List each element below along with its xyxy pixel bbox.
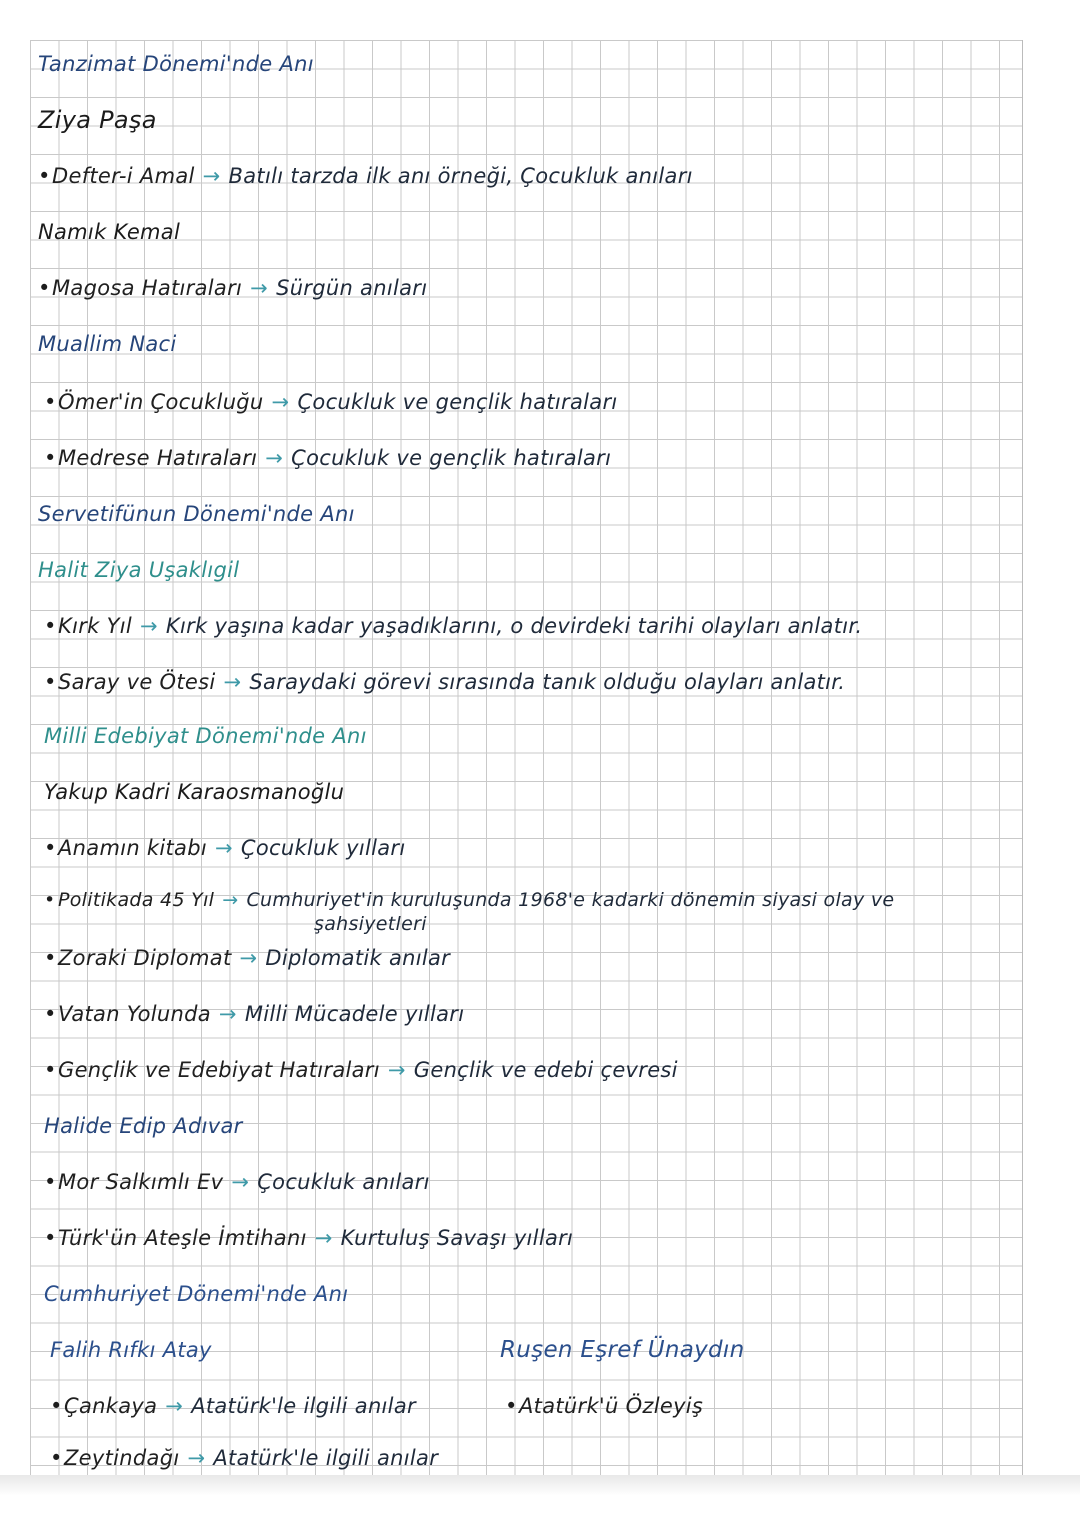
right-arrow-icon: →: [165, 1394, 184, 1418]
bullet-icon: •: [44, 946, 57, 970]
work-title: Çankaya: [64, 1394, 158, 1418]
section-heading-milli-edebiyat: Milli Edebiyat Dönemi'nde Anı: [44, 724, 367, 748]
work-title: Ömer'in Çocukluğu: [58, 390, 264, 414]
work-description-continued: şahsiyetleri: [314, 913, 427, 935]
work-title: Anamın kitabı: [58, 836, 207, 860]
work-description: Kurtuluş Savaşı yılları: [340, 1226, 574, 1250]
work-description: Gençlik ve edebi çevresi: [413, 1058, 678, 1082]
right-arrow-icon: →: [265, 446, 284, 470]
bullet-icon: •: [44, 1058, 57, 1082]
right-arrow-icon: →: [218, 1002, 237, 1026]
list-item-turkun-atesle: [44, 1224, 573, 1252]
bullet-icon: •: [44, 836, 57, 860]
author-muallim-naci: Muallim Naci: [38, 332, 177, 356]
work-title: Defter-i Amal: [52, 164, 195, 188]
right-arrow-icon: →: [222, 889, 239, 911]
list-item-mor-salkimli: [44, 1168, 430, 1196]
list-item-zoraki: [44, 944, 450, 972]
bullet-icon: •: [44, 390, 57, 414]
author-ziya-pasa: Ziya Paşa: [38, 106, 157, 134]
right-arrow-icon: →: [231, 1170, 250, 1194]
list-item-vatan: [44, 1000, 464, 1028]
work-title: Vatan Yolunda: [58, 1002, 211, 1026]
list-item-zeytindagi: [50, 1444, 438, 1472]
work-title: Kırk Yıl: [58, 614, 132, 638]
page-edge-shadow: [0, 1475, 1080, 1527]
list-item-ataturku-ozleyis: [505, 1392, 703, 1420]
list-item-kirk-yil: [44, 612, 862, 640]
work-description: Batılı tarzda ilk anı örneği, Çocukluk anıları: [228, 164, 693, 188]
right-arrow-icon: →: [314, 1226, 333, 1250]
list-item-anamin-kitabi: [44, 834, 405, 862]
work-title: Politikada 45 Yıl: [58, 889, 215, 911]
work-description: Çocukluk ve gençlik hatıraları: [297, 390, 618, 414]
bullet-icon: •: [44, 446, 57, 470]
work-title: Medrese Hatıraları: [58, 446, 258, 470]
bullet-icon: •: [38, 164, 51, 188]
list-item-genclik: [44, 1056, 678, 1084]
section-heading-servetifunun: Servetifünun Dönemi'nde Anı: [38, 502, 355, 526]
right-arrow-icon: →: [214, 836, 233, 860]
grid-paper: [30, 40, 1023, 1476]
list-item-omer: [44, 388, 618, 416]
work-description: Çocukluk yılları: [240, 836, 406, 860]
work-description: Saraydaki görevi sırasında tanık olduğu olayları anlatır.: [249, 670, 846, 694]
work-description: Diplomatik anılar: [265, 946, 451, 970]
bullet-icon: •: [44, 670, 57, 694]
right-arrow-icon: →: [271, 390, 290, 414]
right-arrow-icon: →: [223, 670, 242, 694]
bullet-icon: •: [44, 889, 56, 911]
right-arrow-icon: →: [139, 614, 158, 638]
author-yakup-kadri: Yakup Kadri Karaosmanoğlu: [44, 780, 345, 804]
list-item-defter: [38, 162, 693, 190]
work-description: Atatürk'le ilgili anılar: [191, 1394, 416, 1418]
work-title: Türk'ün Ateşle İmtihanı: [58, 1226, 307, 1250]
bullet-icon: •: [44, 1226, 57, 1250]
work-description: Milli Mücadele yılları: [244, 1002, 465, 1026]
work-description: Çocukluk ve gençlik hatıraları: [291, 446, 612, 470]
right-arrow-icon: →: [202, 164, 221, 188]
right-arrow-icon: →: [187, 1446, 206, 1470]
work-description: Çocukluk anıları: [257, 1170, 430, 1194]
work-description: Atatürk'le ilgili anılar: [213, 1446, 439, 1470]
list-item-cankaya: [50, 1392, 416, 1420]
list-item-medrese: [44, 444, 611, 472]
bullet-icon: •: [505, 1394, 518, 1418]
author-rusen-esref: Ruşen Eşref Ünaydın: [500, 1337, 745, 1363]
work-title: Gençlik ve Edebiyat Hatıraları: [58, 1058, 380, 1082]
bullet-icon: •: [44, 1002, 57, 1026]
work-title: Zoraki Diplomat: [58, 946, 232, 970]
work-description: Sürgün anıları: [276, 276, 428, 300]
bullet-icon: •: [44, 1170, 57, 1194]
author-halit-ziya: Halit Ziya Uşaklıgil: [38, 558, 240, 582]
right-arrow-icon: →: [250, 276, 269, 300]
work-title: Saray ve Ötesi: [58, 670, 216, 694]
bullet-icon: •: [50, 1446, 63, 1470]
work-title: Mor Salkımlı Ev: [58, 1170, 224, 1194]
bullet-icon: •: [44, 614, 57, 638]
work-title: Magosa Hatıraları: [52, 276, 243, 300]
work-description: Kırk yaşına kadar yaşadıklarını, o devirdeki tarihi olayları anlatır.: [165, 614, 863, 638]
author-halide-edip: Halide Edip Adıvar: [44, 1114, 243, 1138]
section-heading-tanzimat: Tanzimat Dönemi'nde Anı: [38, 52, 314, 76]
bullet-icon: •: [38, 276, 51, 300]
right-arrow-icon: →: [239, 946, 258, 970]
right-arrow-icon: →: [387, 1058, 406, 1082]
author-falih-rifki: Falih Rıfkı Atay: [50, 1338, 212, 1362]
bullet-icon: •: [50, 1394, 63, 1418]
work-title: Zeytindağı: [64, 1446, 180, 1470]
author-namik-kemal: Namık Kemal: [38, 220, 181, 244]
list-item-magosa: [38, 274, 427, 302]
work-title: Atatürk'ü Özleyiş: [519, 1394, 704, 1418]
section-heading-cumhuriyet: Cumhuriyet Dönemi'nde Anı: [44, 1282, 349, 1306]
work-description: Cumhuriyet'in kuruluşunda 1968'e kadarki dönemin siyasi olay ve: [246, 889, 895, 911]
list-item-politikada: [44, 888, 894, 936]
list-item-saray: [44, 668, 845, 696]
